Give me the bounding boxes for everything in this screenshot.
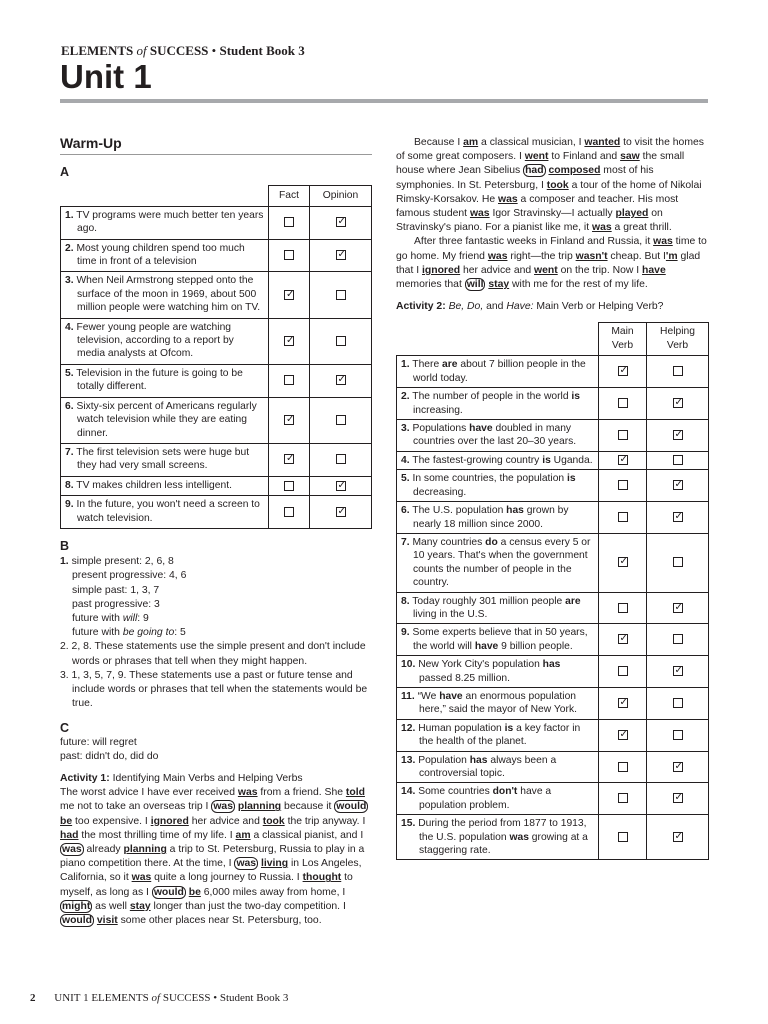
statement-text: 4. The fastest-growing country is Uganda. [401, 454, 593, 466]
statement-text: 2. Most young children spend too much time in front of a television [65, 242, 245, 268]
b-item-3: 3. 1, 3, 5, 7, 9. These statements use a past or future tense and include words or phrases that tell when the statements would be true. [60, 669, 368, 710]
opinion-checkbox [336, 415, 346, 425]
table-row [397, 751, 709, 783]
helping-verb-checkbox: ✓ [674, 665, 683, 677]
helping-verb-checkbox [673, 557, 683, 567]
helping-verb-checkbox: ✓ [674, 601, 683, 613]
opinion-checkbox [336, 336, 346, 346]
helping-verb-checkbox [673, 730, 683, 740]
table-row [61, 272, 372, 318]
activity1-passage: The worst advice I have ever received was from a friend. She told me not to take an overseas trip I was planning because it would be too expensive. I ignored her advice and took the trip anyway. I had the most thrilling time of my life. I am a classical pianist, and I was already planning a trip to St. Petersburg, Russia to play in a piano competition there. At the time, I was living in Los Angeles, California, so it was quite a long journey to Russia. I thought to myself, as long as I would be 6,000 miles away from home, I might as well stay longer than just the two-day competition. I would visit some other places near St. Petersburg, too. [60, 787, 367, 927]
activity1-title: Activity 1: Identifying Main Verbs and Helping Verbs [60, 772, 303, 784]
opinion-checkbox: ✓ [337, 479, 346, 491]
main-verb-checkbox [618, 762, 628, 772]
statement-text: 15. During the period from 1877 to 1913, the U.S. population was growing at a staggering rate. [401, 818, 588, 857]
table-row [397, 388, 709, 420]
helping-verb-checkbox [673, 634, 683, 644]
table-row [397, 592, 709, 624]
table-row [61, 443, 372, 476]
main-verb-checkbox: ✓ [619, 633, 628, 645]
fact-checkbox [284, 375, 294, 385]
c-line-2: past: didn't do, did do [60, 750, 159, 762]
statement-text: 5. In some countries, the population is decreasing. [401, 473, 576, 498]
main-verb-checkbox [618, 832, 628, 842]
page-title: Unit 1 [60, 58, 152, 95]
table-row [61, 318, 372, 364]
book-name: Student Book 3 [219, 43, 305, 58]
activity2-title: Activity 2: Be, Do, and Have: Main Verb or Helping Verb? [396, 301, 664, 313]
title-divider [60, 99, 708, 103]
table-row [397, 451, 709, 469]
fact-checkbox [284, 250, 294, 260]
fact-checkbox: ✓ [286, 453, 295, 465]
series-name-2: SUCCESS [149, 43, 209, 58]
statement-text: 14. Some countries don't have a population problem. [401, 786, 552, 811]
statement-text: 3. Populations have doubled in many countries over the last 20–30 years. [401, 423, 577, 448]
statement-text: 7. Many countries do a census every 5 or 10 years. That's when the government counts the number of people in the country. [401, 536, 591, 589]
table-row [397, 815, 709, 860]
helping-verb-checkbox [673, 455, 683, 465]
left-column [60, 136, 372, 928]
main-verb-checkbox: ✓ [619, 728, 628, 740]
table-corner [61, 186, 269, 206]
main-verb-checkbox: ✓ [619, 556, 628, 568]
main-verb-checkbox: ✓ [619, 454, 628, 466]
b-item-1: 1. simple present: 2, 6, 8 present progressive: 4, 6 simple past: 1, 3, 7 past progressive: 3 future with will: 9 future with be going to: 5 [60, 556, 187, 639]
col-helping-verb: Helping Verb [647, 323, 709, 356]
table-row [397, 656, 709, 688]
statement-text: 9. In the future, you won't need a screen to watch television. [65, 499, 260, 524]
table-row [61, 206, 372, 239]
fact-opinion-table [60, 185, 372, 529]
helping-verb-checkbox: ✓ [674, 792, 683, 804]
table-row [397, 502, 709, 534]
main-verb-checkbox [618, 512, 628, 522]
section-a-label: A [60, 165, 70, 180]
main-verb-checkbox [618, 480, 628, 490]
helping-verb-checkbox: ✓ [674, 760, 683, 772]
running-header [61, 43, 305, 59]
main-verb-checkbox [618, 430, 628, 440]
passage-continued: Because I am a classical musician, I wanted to visit the homes of some great composers. I went to Finland and saw the small house where Jean Sibelius had composed most of his symphonies. In St. Petersburg, I took a tour of the home of Nikolai Rimsky-Korsakov. He was a composer and teacher. His most famous student was Igor Stravinsky—I actually played on Stravinsky's piano. For a pianist like me, it was a great thrill. [396, 137, 704, 234]
fact-checkbox [284, 507, 294, 517]
table-row [397, 719, 709, 751]
section-title: Warm-Up [60, 136, 372, 155]
table-row [61, 239, 372, 272]
passage-continued-2: After three fantastic weeks in Finland and Russia, it was time to go home. My friend was right—the trip wasn't cheap. But I'm glad that I ignored her advice and went on the trip. Now I have memories that will stay with me for the rest of my life. [396, 236, 707, 291]
opinion-checkbox [336, 290, 346, 300]
statement-text: 4. Fewer young people are watching television, according to a report by media analysts at Ofcom. [65, 321, 234, 360]
fact-checkbox [284, 481, 294, 491]
c-line-1: future: will regret [60, 736, 137, 748]
helping-verb-checkbox: ✓ [674, 830, 683, 842]
fact-checkbox: ✓ [286, 413, 295, 425]
helping-verb-checkbox: ✓ [674, 397, 683, 409]
col-main-verb: Main Verb [599, 323, 647, 356]
opinion-checkbox: ✓ [337, 216, 346, 228]
bullet: • [211, 43, 217, 58]
statement-text: 1. TV programs were much better ten years ago. [65, 209, 264, 235]
series-name: ELEMENTS [61, 43, 134, 58]
table-corner [397, 323, 599, 356]
helping-verb-checkbox [673, 698, 683, 708]
statement-text: 9. Some experts believe that in 50 years, the world will have 9 billion people. [401, 627, 588, 652]
helping-verb-checkbox: ✓ [674, 479, 683, 491]
statement-text: 12. Human population is a key factor in the health of the planet. [401, 722, 581, 748]
helping-verb-checkbox [673, 366, 683, 376]
table-row [397, 687, 709, 719]
main-verb-checkbox [618, 398, 628, 408]
table-row [397, 624, 709, 656]
statement-text: 11. “We have an enormous population here,” said the mayor of New York. [401, 690, 577, 716]
b-item-2: 2. 2, 8. These statements use the simple present and don't include words or phrases that tell when they might happen. [60, 641, 366, 667]
helping-verb-checkbox: ✓ [674, 511, 683, 523]
opinion-checkbox: ✓ [337, 249, 346, 261]
statement-text: 10. New York City's population has passed 8.25 million. [401, 659, 561, 684]
table-row [397, 533, 709, 592]
main-verb-checkbox [618, 666, 628, 676]
fact-checkbox: ✓ [286, 334, 295, 346]
statement-text: 13. Population has always been a controversial topic. [401, 754, 557, 779]
section-c [60, 721, 372, 764]
table-row [397, 470, 709, 502]
fact-checkbox: ✓ [286, 288, 295, 300]
table-row [397, 356, 709, 388]
statement-text: 2. The number of people in the world is increasing. [401, 391, 580, 416]
main-verb-checkbox [618, 793, 628, 803]
main-helping-table [396, 322, 709, 860]
page-footer: 2 UNIT 1 ELEMENTS of SUCCESS • Student Book 3 [30, 992, 289, 1004]
table-row [61, 496, 372, 529]
main-verb-checkbox [618, 603, 628, 613]
main-verb-checkbox: ✓ [619, 365, 628, 377]
right-column [396, 136, 709, 860]
table-row [61, 364, 372, 397]
page-number: 2 [30, 992, 36, 1004]
statement-text: 1. There are about 7 billion people in the world today. [401, 359, 586, 384]
statement-text: 8. TV makes children less intelligent. [65, 479, 232, 491]
table-row [397, 420, 709, 452]
opinion-checkbox: ✓ [337, 374, 346, 386]
statement-text: 6. The U.S. population has grown by nearly 18 million since 2000. [401, 505, 569, 530]
section-b-label: B [60, 538, 70, 553]
fact-checkbox [284, 217, 294, 227]
statement-text: 7. The first television sets were huge but they had very small screens. [65, 446, 250, 472]
opinion-checkbox: ✓ [337, 505, 346, 517]
main-verb-checkbox: ✓ [619, 696, 628, 708]
table-row [61, 397, 372, 443]
col-opinion: Opinion [310, 186, 372, 206]
series-of: of [136, 43, 147, 58]
statement-text: 6. Sixty-six percent of Americans regularly watch television while they are eating dinner. [65, 400, 257, 439]
statement-text: 3. When Neil Armstrong stepped onto the surface of the moon in 1969, about 500 million people were watching him on TV. [65, 275, 261, 314]
table-row [61, 476, 372, 495]
helping-verb-checkbox: ✓ [674, 429, 683, 441]
section-b [60, 539, 372, 711]
col-fact: Fact [269, 186, 310, 206]
section-c-label: C [60, 721, 70, 736]
table-row [397, 783, 709, 815]
statement-text: 8. Today roughly 301 million people are living in the U.S. [401, 595, 581, 620]
opinion-checkbox [336, 454, 346, 464]
statement-text: 5. Television in the future is going to be totally different. [65, 367, 243, 393]
